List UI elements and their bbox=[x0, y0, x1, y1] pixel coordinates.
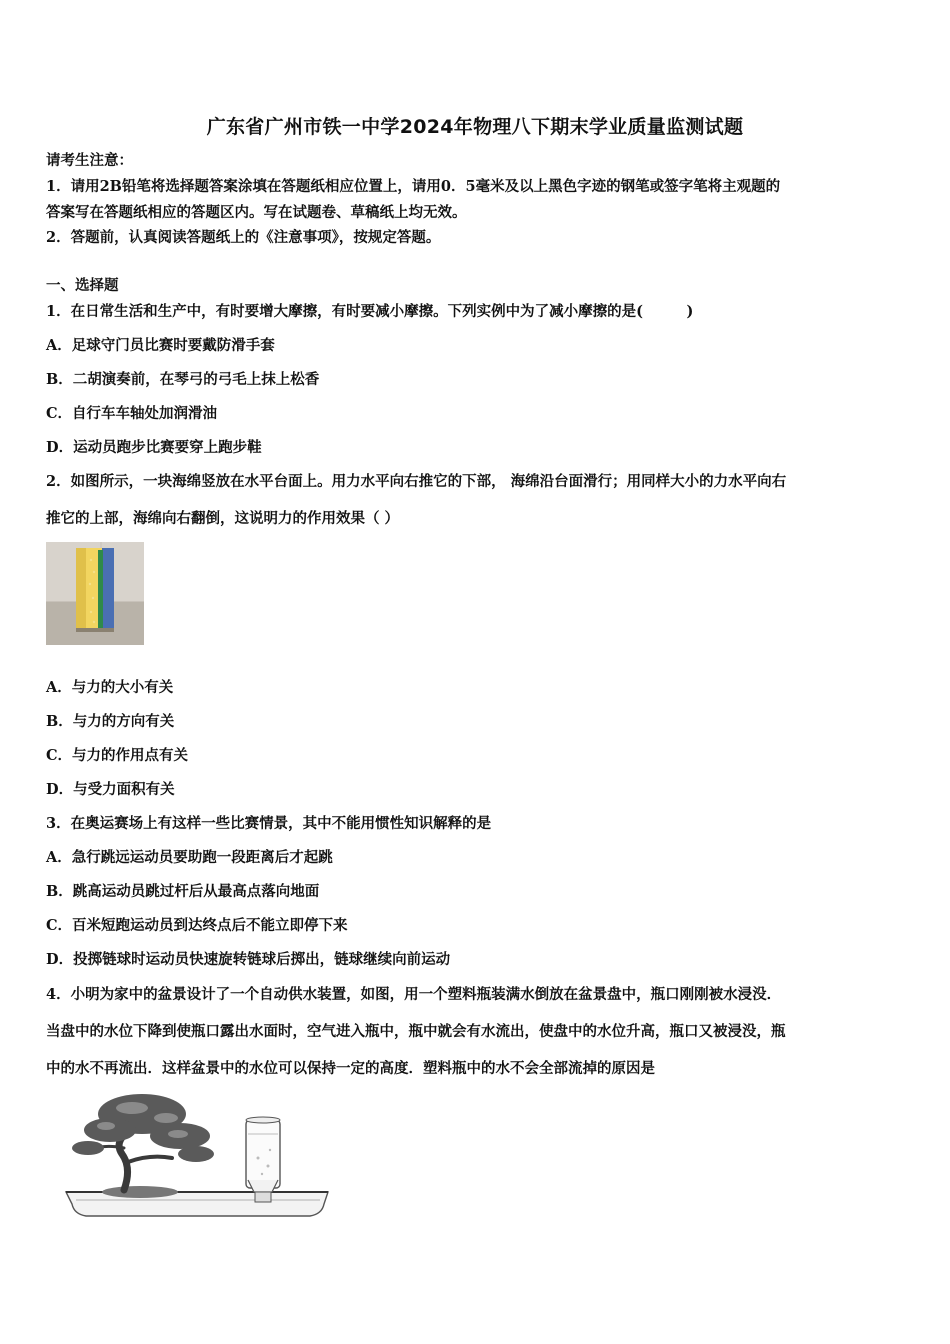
question-2-option-c: C．与力的作用点有关 bbox=[46, 747, 189, 764]
question-4-stem-line-1: 4．小明为家中的盆景设计了一个自动供水装置，如图，用一个塑料瓶装满水倒放在盆景盘中，瓶口刚刚被水浸没． bbox=[46, 986, 782, 1003]
question-3-option-d: D．投掷链球时运动员快速旋转链球后掷出，链球继续向前运动 bbox=[46, 951, 451, 968]
question-3-option-c: C．百米短跑运动员到达终点后不能立即停下来 bbox=[46, 917, 348, 934]
question-4-stem-line-2: 当盘中的水位下降到使瓶口露出水面时，空气进入瓶中，瓶中就会有水流出，使盘中的水位升高，瓶口又被浸没，瓶 bbox=[46, 1023, 786, 1040]
question-3-option-b: B．跳高运动员跳过杆后从最高点落向地面 bbox=[46, 883, 320, 900]
question-2-stem-line-1: 2．如图所示，一块海绵竖放在水平台面上。用力水平向右推它的下部， 海绵沿台面滑行；用同样大小的力水平向右 bbox=[46, 473, 787, 490]
section-heading: 一、选择题 bbox=[46, 277, 119, 294]
question-1-option-d: D．运动员跑步比赛要穿上跑步鞋 bbox=[46, 439, 262, 456]
question-1-stem: 1．在日常生活和生产中，有时要增大摩擦，有时要减小摩擦。下列实例中为了减小摩擦的是( ) bbox=[46, 303, 694, 320]
notice-line-1: 1．请用2B铅笔将选择题答案涂填在答题纸相应位置上，请用0．5毫米及以上黑色字迹的钢笔或签字笔将主观题的 bbox=[46, 178, 781, 195]
question-2-option-b: B．与力的方向有关 bbox=[46, 713, 175, 730]
question-2-option-d: D．与受力面积有关 bbox=[46, 781, 175, 798]
notice-line-3: 2．答题前，认真阅读答题纸上的《注意事项》，按规定答题。 bbox=[46, 229, 441, 246]
question-1-option-a: A．足球守门员比赛时要戴防滑手套 bbox=[46, 337, 275, 354]
question-3-stem: 3．在奥运赛场上有这样一些比赛情景，其中不能用惯性知识解释的是 bbox=[46, 815, 492, 832]
question-3-option-a: A．急行跳远运动员要助跑一段距离后才起跳 bbox=[46, 849, 333, 866]
bonsai-water-supply-figure bbox=[62, 1088, 334, 1228]
notice-line-2: 答案写在答题纸相应的答题区内。写在试题卷、草稿纸上均无效。 bbox=[46, 204, 467, 221]
exam-title: 广东省广州市铁一中学2024年物理八下期末学业质量监测试题 bbox=[206, 116, 744, 138]
question-2-option-a: A．与力的大小有关 bbox=[46, 679, 174, 696]
question-4-stem-line-3: 中的水不再流出．这样盆景中的水位可以保持一定的高度．塑料瓶中的水不会全部流掉的原因是 bbox=[46, 1060, 655, 1077]
notice-heading: 请考生注意： bbox=[46, 152, 133, 169]
sponge-photo-figure bbox=[46, 542, 144, 645]
question-2-stem-line-2: 推它的上部，海绵向右翻倒，这说明力的作用效果（ ） bbox=[46, 510, 400, 527]
question-1-option-c: C．自行车车轴处加润滑油 bbox=[46, 405, 218, 422]
question-1-option-b: B．二胡演奏前，在琴弓的弓毛上抹上松香 bbox=[46, 371, 320, 388]
